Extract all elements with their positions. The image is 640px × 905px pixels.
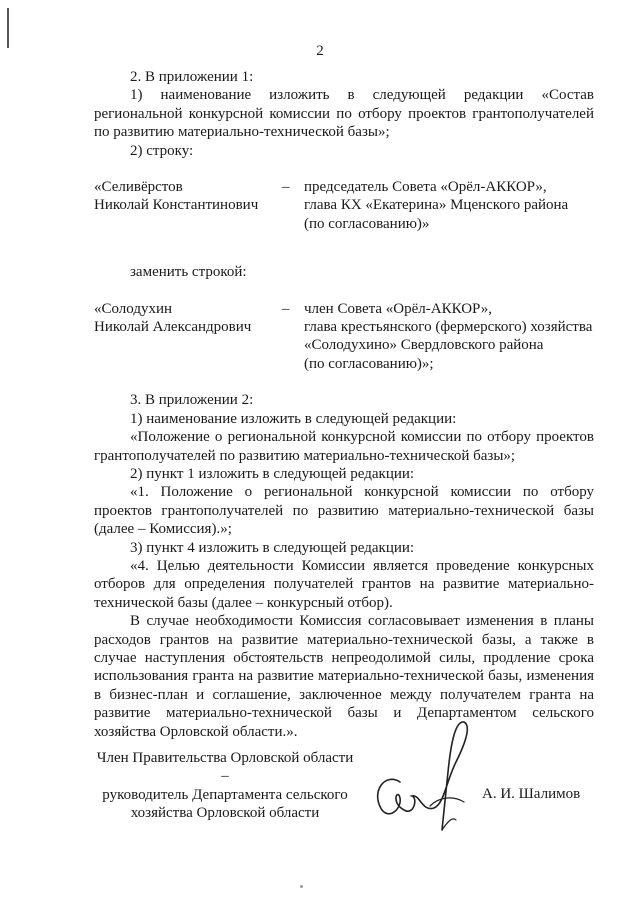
old-member-desc-3: (по согласованию)» <box>304 215 430 232</box>
signatory-title-line2: руководитель Департамента сельского <box>102 786 348 803</box>
section3-item1: 1) наименование изложить в следующей редакции: <box>130 410 457 427</box>
old-member-desc-1: председатель Совета «Орёл-АККОР», <box>304 179 547 196</box>
section3-item1-text: «Положение о региональной конкурсной комиссии по отбору проектов грантополучателей по развитию материально-технической базы»; <box>94 429 594 464</box>
new-member-desc-3: «Солодухино» Свердловского района <box>304 337 544 354</box>
section3-item2-text: «1. Положение о региональной конкурсной комиссии по отбору проектов грантополучателей по развитию материально-технической базы (далее – Комиссия).»; <box>94 484 594 538</box>
old-member-desc-2: глава КХ «Екатерина» Мценского района <box>304 197 569 214</box>
section3-item3-text2: В случае необходимости Комиссия согласовывает изменения в планы расходов грантов на развитие материально-технической базы, а также в случае наступления обстоятельств непреодолимой силы, продление срока использования гранта на развитие материально-технической базы, изменения в бизнес-план и соглашение, заключенное между получателем гранта на развитие материально-технической базы и Департаментом сельского хозяйства Орловской области.». <box>94 613 594 740</box>
new-member-desc-1: член Совета «Орёл-АККОР», <box>304 300 493 317</box>
section3-heading: 3. В приложении 2: <box>130 392 254 409</box>
section3-item2: 2) пункт 1 изложить в следующей редакции: <box>130 465 415 482</box>
new-member-given-name: Николай Александрович <box>94 319 252 336</box>
section2-item1: 1) наименование изложить в следующей редакции «Состав региональной конкурсной комиссии по отбору проектов грантополучателей по развитию материально-технической базы»; <box>94 87 594 141</box>
old-member-row <box>94 178 594 233</box>
section2-item2: 2) строку: <box>130 142 194 159</box>
section2-heading: 2. В приложении 1: <box>130 69 254 85</box>
new-member-desc-4: (по согласованию)»; <box>304 355 434 372</box>
new-member-row <box>94 300 594 374</box>
new-member-dash: – <box>282 300 290 317</box>
section3-item3-text: «4. Целью деятельности Комиссии является проведение конкурсных отборов для определения получателей грантов на развитие материально-технической базы (далее – конкурсный отбор). <box>94 557 594 611</box>
document-body <box>94 68 594 741</box>
page-number: 2 <box>316 43 324 59</box>
new-member-desc-2: глава крестьянского (фермерского) хозяйства <box>304 319 593 336</box>
replace-with-text: заменить строкой: <box>130 264 247 281</box>
signatory-title-line1: Член Правительства Орловской области – <box>96 750 354 785</box>
old-member-dash: – <box>282 179 290 196</box>
old-member-surname: «Селивёрстов <box>94 179 183 196</box>
old-member-given-name: Николай Константинович <box>94 197 259 214</box>
scan-edge-mark <box>7 8 9 48</box>
handwritten-signature <box>360 712 480 842</box>
new-member-surname: «Солодухин <box>94 300 173 317</box>
signatory-name: А. И. Шалимов <box>482 786 581 802</box>
signatory-title-line3: хозяйства Орловской области <box>130 805 320 822</box>
scan-speck <box>300 885 303 888</box>
section3-item3: 3) пункт 4 изложить в следующей редакции: <box>130 539 415 556</box>
signatory-title <box>94 749 356 823</box>
